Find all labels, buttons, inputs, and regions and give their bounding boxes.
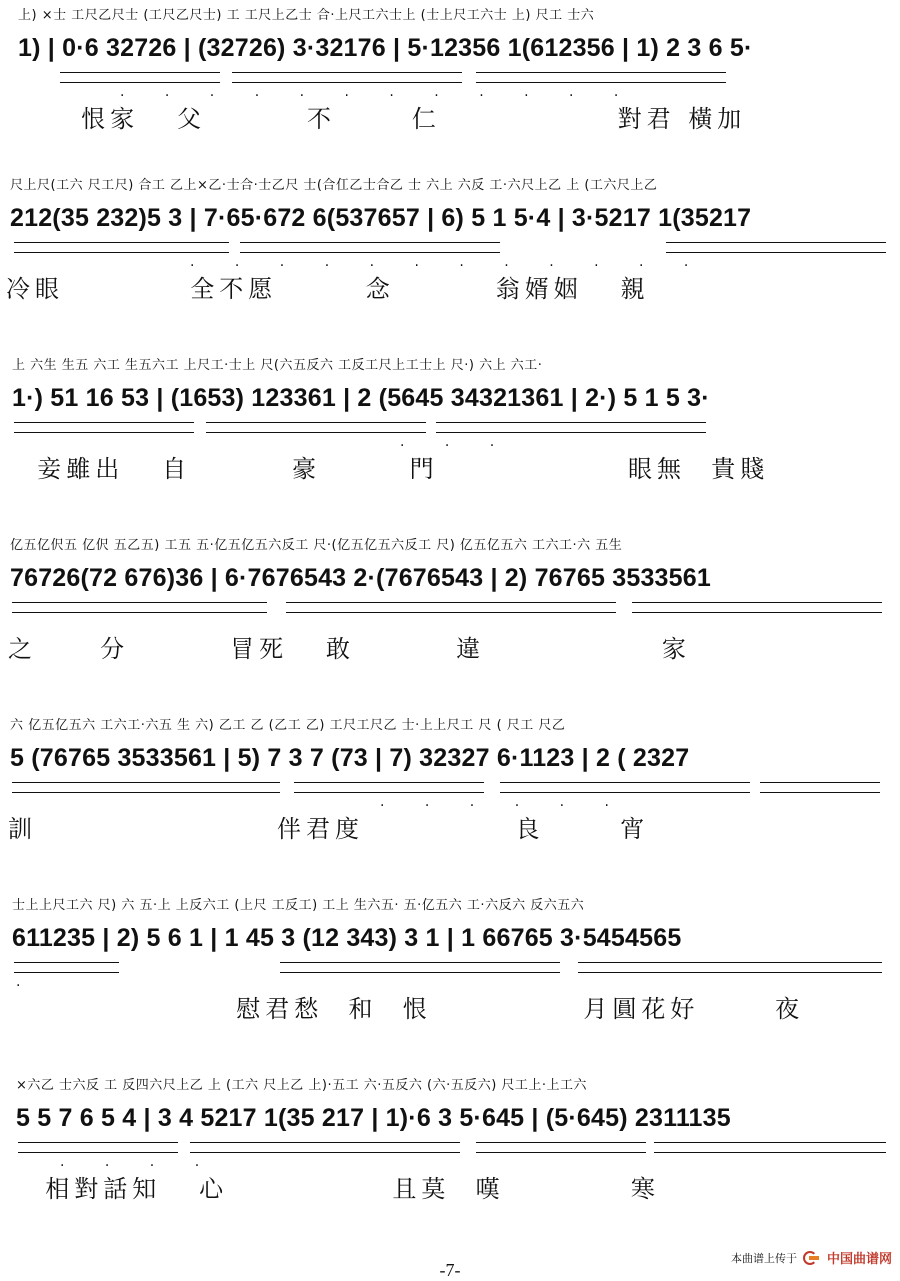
beat-underline bbox=[436, 422, 706, 433]
lyrics-line: 冷眼 全不愿 念 翁婿姻 親 bbox=[6, 275, 650, 303]
gongche-notation: 士上上尺工六 尺) 六 五·上 上反六工 (上尺 工反工) 工上 生六五· 五·亿五六 工·六反六 反六五六 bbox=[12, 898, 585, 913]
gongche-notation: 尺上尺(工六 尺工尺) 合工 乙上×乙·士合·士乙尺 士(合仜乙士合乙 士 六上 六反 工·六尺上乙 上 (工六尺上乙 bbox=[10, 178, 658, 193]
gongche-notation: 亿五亿伬五 亿伬 五乙五) 工五 五·亿五亿五六反工 尺·(亿五亿五六反工 尺) 亿五亿五六 工六工·六 五生 bbox=[10, 538, 623, 553]
beat-underline bbox=[232, 72, 462, 83]
gongche-notation: 六 亿五亿五六 工六工·六五 生 六) 乙工 乙 (乙工 乙) 工尺工尺乙 士·上上尺工 尺 ( 尺工 尺乙 bbox=[10, 718, 566, 733]
beat-underline bbox=[18, 1142, 178, 1153]
lyrics-line: 慰君愁 和 恨 月圓花好 夜 bbox=[110, 995, 805, 1023]
score-row-5 bbox=[0, 714, 900, 864]
lyrics-line: 恨家 父 不 仁 對君 橫加 bbox=[18, 105, 747, 133]
gongche-notation: ×六乙 士六反 工 反四六尺上乙 上 (工六 尺上乙 上)·五工 六·五反六 (六·五反六) 尺工上·上工六 bbox=[16, 1078, 588, 1093]
beat-underline bbox=[578, 962, 882, 973]
numbered-notation: 5 5 7 6 5 4 | 3 4 5217 1(35 217 | 1)·6 3 5·645 | (5·645) 2311135 bbox=[16, 1104, 731, 1132]
gongche-notation: 上) ×士 工尺乙尺士 (工尺乙尺士) 工 工尺上乙士 合·上尺工六士上 (士上尺工六士 上) 尺工 士六 bbox=[18, 8, 595, 23]
beat-underline bbox=[294, 782, 484, 793]
beat-underline bbox=[500, 782, 750, 793]
beat-underline bbox=[206, 422, 426, 433]
beat-underline bbox=[60, 72, 220, 83]
octave-dots: · · · · bbox=[60, 1158, 218, 1174]
numbered-notation: 5 (76765 3533561 | 5) 7 3 7 (73 | 7) 32327 6·1123 | 2 ( 2327 bbox=[10, 744, 690, 772]
octave-dots: · · · · · · · · · · · · bbox=[120, 88, 637, 104]
beat-underline bbox=[14, 422, 194, 433]
score-row-6 bbox=[0, 894, 900, 1044]
score-row-3 bbox=[0, 354, 900, 504]
score-row-1 bbox=[0, 4, 900, 154]
beat-underline bbox=[240, 242, 500, 253]
beat-underline bbox=[286, 602, 616, 613]
beat-underline bbox=[14, 242, 229, 253]
beat-underline bbox=[666, 242, 886, 253]
beat-underline bbox=[12, 602, 267, 613]
lyrics-line: 訓 伴君度 良 宵 bbox=[8, 815, 650, 843]
beat-underline bbox=[190, 1142, 460, 1153]
page-number: -7- bbox=[439, 1260, 461, 1280]
beat-underline bbox=[476, 72, 726, 83]
score-row-4 bbox=[0, 534, 900, 684]
numbered-notation: 212(35 232)5 3 | 7·65·672 6(537657 | 6) 5 1 5·4 | 3·5217 1(35217 bbox=[10, 204, 752, 232]
beat-underline bbox=[632, 602, 882, 613]
beat-underline bbox=[760, 782, 880, 793]
lyrics-line: 之 分 冒死 敢 違 家 bbox=[8, 635, 691, 663]
beat-underline bbox=[14, 962, 119, 973]
score-row-2 bbox=[0, 174, 900, 324]
gongche-notation: 上 六生 生五 六工 生五六工 上尺工·士上 尺(六五反六 工反工尺上工士上 尺·) 六上 六工· bbox=[12, 358, 543, 373]
beat-underline bbox=[12, 782, 280, 793]
lyrics-line: 相對話知 心 且莫 嘆 寒 bbox=[20, 1175, 660, 1203]
score-row-7 bbox=[0, 1074, 900, 1224]
beat-underline bbox=[654, 1142, 886, 1153]
octave-dots: · · · bbox=[400, 438, 513, 454]
numbered-notation: 1·) 51 16 53 | (1653) 123361 | 2 (5645 34321361 | 2·) 5 1 5 3· bbox=[12, 384, 710, 412]
credit-text: 本曲谱上传于 bbox=[730, 1251, 797, 1265]
numbered-notation: 1) | 0·6 32726 | (32726) 3·32176 | 5·12356 1(612356 | 1) 2 3 6 5· bbox=[18, 34, 753, 62]
octave-dots: · bbox=[16, 978, 39, 994]
octave-dots: · · · · · · · · · · · · bbox=[190, 258, 707, 274]
lyrics-line: 妾雖出 自 豪 門 眼無 貴賤 bbox=[12, 455, 770, 483]
numbered-notation: 611235 | 2) 5 6 1 | 1 45 3 (12 343) 3 1 | 1 66765 3·5454565 bbox=[12, 924, 682, 952]
site-name: 中国曲谱网 bbox=[826, 1252, 892, 1267]
numbered-notation: 76726(72 676)36 | 6·7676543 2·(7676543 | 2) 76765 3533561 bbox=[10, 564, 711, 592]
beat-underline bbox=[280, 962, 560, 973]
beat-underline bbox=[476, 1142, 646, 1153]
octave-dots: · · · · · · bbox=[380, 798, 627, 814]
